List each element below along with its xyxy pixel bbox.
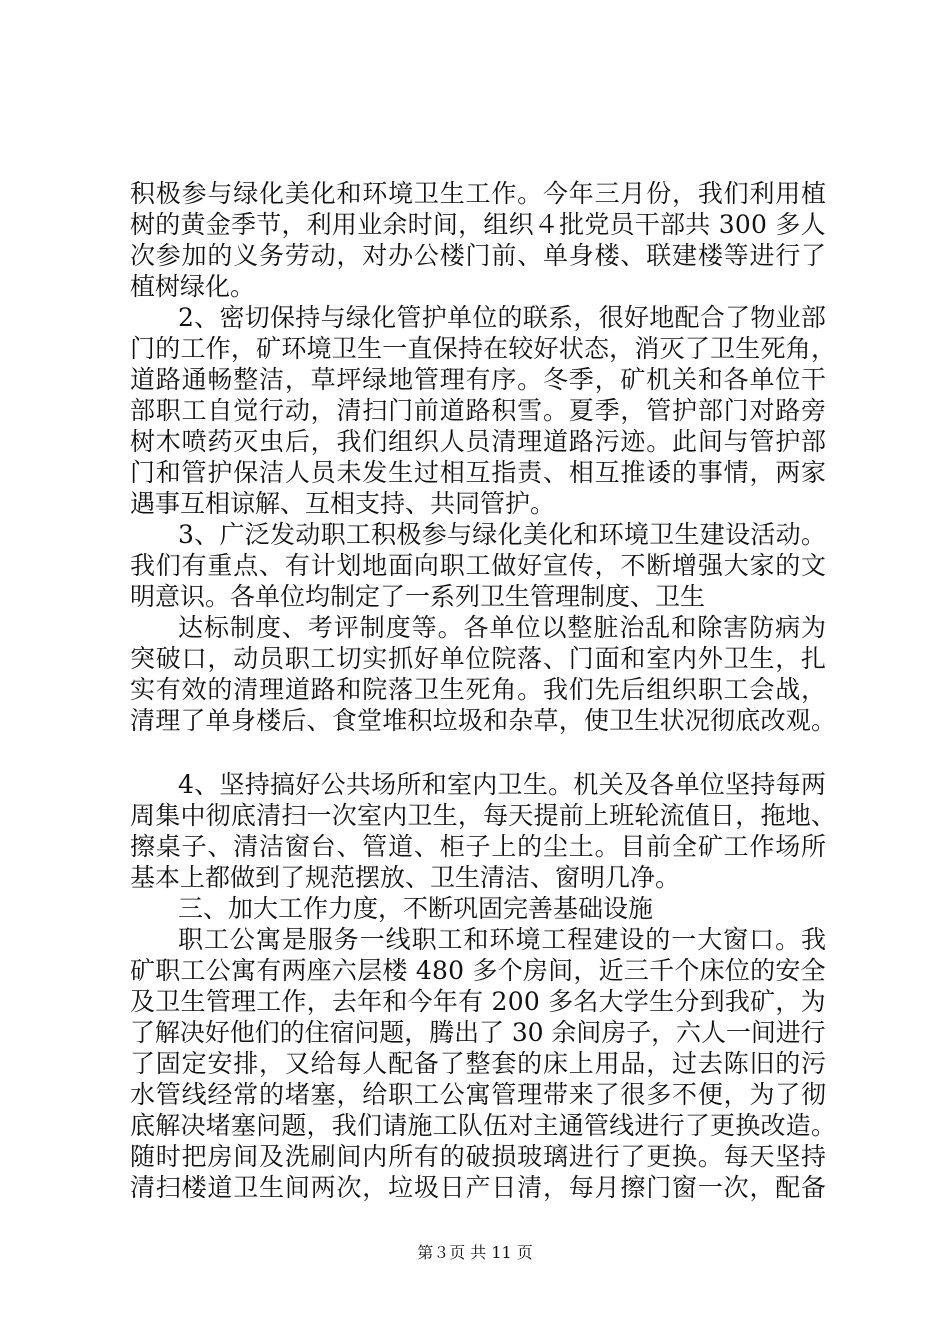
text-line: 3、广泛发动职工积极参与绿化美化和环境卫生建设活动。 bbox=[178, 520, 827, 549]
text-line: 遇事互相谅解、互相支持、共同管护。 bbox=[130, 489, 556, 518]
text-line: 及卫生管理工作，去年和今年有 200 多名大学生分到我矿，为 bbox=[130, 987, 826, 1016]
text-line: 职工公寓是服务一线职工和环境工程建设的一大窗口。我 bbox=[178, 925, 828, 954]
text-line: 突破口，动员职工切实抓好单位院落、门面和室内外卫生，扎 bbox=[130, 644, 827, 673]
text-line: 周集中彻底清扫一次室内卫生，每天提前上班轮流值日，拖地、 bbox=[130, 801, 837, 830]
text-line: 基本上都做到了规范摆放、卫生清洁、窗明几净。 bbox=[130, 863, 681, 892]
text-line: 水管线经常的堵塞，给职工公寓管理带来了很多不便，为了彻 bbox=[130, 1080, 827, 1109]
text-line: 植树绿化。 bbox=[130, 272, 256, 301]
text-line: 门和管护保洁人员未发生过相互指责、相互推诿的事情，两家 bbox=[130, 458, 827, 487]
text-line: 我们有重点、有计划地面向职工做好宣传，不断增强大家的文 bbox=[130, 551, 827, 580]
text-line: 明意识。各单位均制定了一系列卫生管理制度、卫生 bbox=[130, 582, 706, 611]
text-line: 擦桌子、清洁窗台、管道、柜子上的尘土。目前全矿工作场所 bbox=[130, 832, 827, 861]
text-line: 部职工自觉行动，清扫门前道路积雪。夏季，管护部门对路旁 bbox=[130, 396, 827, 425]
text-line: 随时把房间及洗刷间内所有的破损玻璃进行了更换。每天坚持 bbox=[130, 1142, 827, 1171]
text-line: 三、加大工作力度，不断巩固完善基础设施 bbox=[178, 894, 654, 923]
text-line: 清扫楼道卫生间两次，垃圾日产日清，每月擦门窗一次，配备 bbox=[130, 1173, 827, 1202]
text-line: 了固定安排，又给每人配备了整套的床上用品，过去陈旧的污 bbox=[130, 1049, 827, 1078]
text-line: 底解决堵塞问题，我们请施工队伍对主通管线进行了更换改造。 bbox=[130, 1111, 837, 1140]
text-line: 清理了单身楼后、食堂堆积垃圾和杂草，使卫生状况彻底改观。 bbox=[130, 706, 837, 735]
text-line: 树木喷药灭虫后，我们组织人员清理道路污迹。此间与管护部 bbox=[130, 427, 827, 456]
text-line: 矿职工公寓有两座六层楼 480 多个房间，近三千个床位的安全 bbox=[130, 956, 826, 985]
text-line: 了解决好他们的住宿问题，腾出了 30 余间房子，六人一间进行 bbox=[130, 1018, 826, 1047]
text-line: 门的工作，矿环境卫生一直保持在较好状态，消灭了卫生死角， bbox=[130, 334, 837, 363]
text-line: 次参加的义务劳动，对办公楼门前、单身楼、联建楼等进行了 bbox=[130, 241, 827, 270]
text-line: 道路通畅整洁，草坪绿地管理有序。冬季，矿机关和各单位干 bbox=[130, 365, 827, 394]
text-line: 2、密切保持与绿化管护单位的联系，很好地配合了物业部 bbox=[178, 303, 827, 332]
text-line: 实有效的清理道路和院落卫生死角。我们先后组织职工会战， bbox=[130, 675, 827, 704]
text-line: 达标制度、考评制度等。各单位以整脏治乱和除害防病为 bbox=[178, 613, 828, 642]
text-line: 树的黄金季节，利用业余时间，组织４批党员干部共 300 多人 bbox=[130, 210, 826, 239]
text-line: 积极参与绿化美化和环境卫生工作。今年三月份，我们利用植 bbox=[130, 179, 827, 208]
text-line: 4、坚持搞好公共场所和室内卫生。机关及各单位坚持每两 bbox=[178, 770, 827, 799]
page-footer: 第３页 共 11 页 bbox=[417, 1243, 533, 1262]
